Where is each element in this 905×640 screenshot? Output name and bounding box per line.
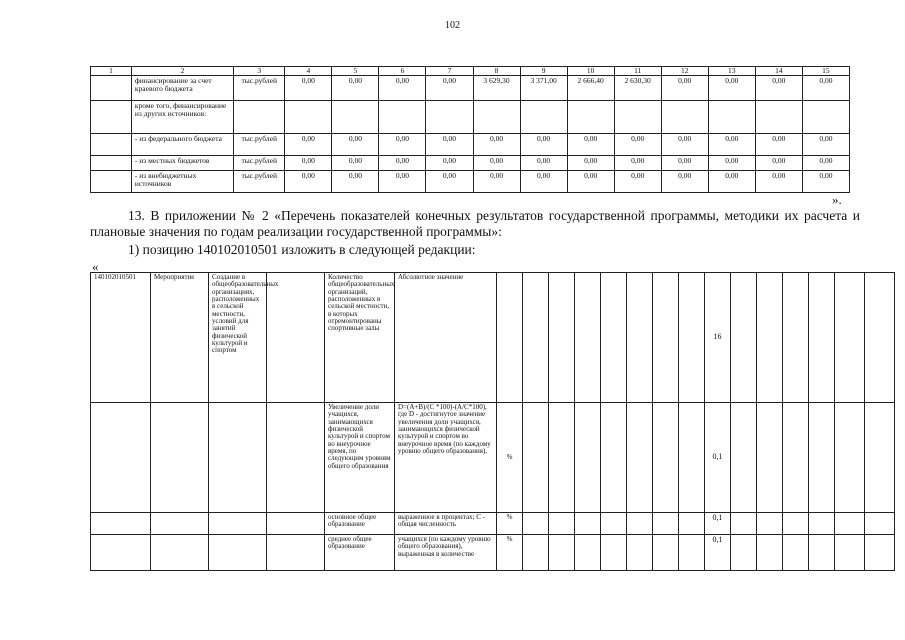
financing-table (90, 66, 850, 193)
empty-cell (91, 155, 132, 170)
table-row (91, 100, 850, 133)
value-cell: 0,00 (755, 75, 802, 100)
empty-cell (627, 535, 653, 571)
paragraph-item-1: 1) позицию 140102010501 изложить в следующей редакции: (128, 242, 476, 257)
value-cell: 0,00 (285, 155, 332, 170)
row-name: финансирование за счет краевого бюджета (131, 75, 233, 100)
empty-cell (549, 273, 575, 403)
value-cell: 0,00 (755, 133, 802, 155)
empty-cell (575, 513, 601, 535)
value-cell: 0,00 (332, 133, 379, 155)
empty-cell (91, 75, 132, 100)
table-row (91, 403, 895, 513)
empty-cell (783, 403, 809, 513)
header-cell: 12 (661, 67, 708, 76)
value-cell: 0,00 (285, 170, 332, 192)
header-cell: 7 (426, 67, 473, 76)
value-cell (473, 100, 520, 133)
row-name: - из федерального бюджета (131, 133, 233, 155)
value-cell (332, 100, 379, 133)
value-cell: 0,00 (426, 155, 473, 170)
value-cell: 0,00 (614, 133, 661, 155)
empty-cell (601, 535, 627, 571)
table-row (91, 535, 895, 571)
unit-cell: % (497, 403, 523, 513)
value-cell: 0,00 (567, 133, 614, 155)
unit-cell: % (497, 535, 523, 571)
value-cell: 0,00 (755, 170, 802, 192)
value-cell: 0,00 (802, 170, 849, 192)
value-cell: 0,00 (379, 75, 426, 100)
indicator-cell: Количество общеобразовательных организаций, расположенных в сельской местности, в которых отремонтированы спортивные залы (325, 273, 395, 403)
empty-cell (809, 535, 835, 571)
value-cell: 0,00 (802, 133, 849, 155)
empty-cell (523, 513, 549, 535)
value-cell: 0,00 (379, 170, 426, 192)
value-cell (755, 100, 802, 133)
empty-cell (91, 100, 132, 133)
empty-cell (601, 273, 627, 403)
value-cell: 0,00 (802, 155, 849, 170)
code-cell: 140102010501 (91, 273, 151, 403)
empty-cell (757, 273, 783, 403)
empty-cell (731, 403, 757, 513)
value-cell: 0,00 (708, 170, 755, 192)
empty-cell (151, 535, 209, 571)
value-cell: 0,00 (755, 155, 802, 170)
value-cell (802, 100, 849, 133)
empty-cell (627, 273, 653, 403)
table-row (91, 75, 850, 100)
header-cell: 1 (91, 67, 132, 76)
row-name: - из внебюджетных источников (131, 170, 233, 192)
value-cell (285, 100, 332, 133)
value-cell (661, 100, 708, 133)
empty-cell (267, 403, 325, 513)
table-row (91, 170, 850, 192)
header-cell: 11 (614, 67, 661, 76)
empty-cell (835, 535, 865, 571)
value-cell: 3 629,30 (473, 75, 520, 100)
value-cell: 0,00 (332, 155, 379, 170)
value-cell: 0,00 (473, 133, 520, 155)
value-cell: 0,00 (567, 170, 614, 192)
value-cell (426, 100, 473, 133)
empty-cell (267, 513, 325, 535)
value-cell: 0,00 (661, 133, 708, 155)
value-cell: 0,00 (520, 170, 567, 192)
empty-cell (575, 535, 601, 571)
header-cell: 4 (285, 67, 332, 76)
value-cell: 0,00 (379, 133, 426, 155)
empty-cell (523, 403, 549, 513)
value-cell: 0,00 (708, 133, 755, 155)
value-cell: 0,1 (705, 403, 731, 513)
empty-cell (731, 513, 757, 535)
indicator-cell: основное общее образование (325, 513, 395, 535)
empty-cell (783, 535, 809, 571)
value-cell: 0,00 (802, 75, 849, 100)
empty-cell (731, 535, 757, 571)
page-number: 102 (445, 20, 460, 31)
unit-cell: тыс.рублей (234, 155, 285, 170)
empty-cell (809, 403, 835, 513)
empty-cell (757, 403, 783, 513)
empty-cell (151, 513, 209, 535)
row-name: кроме того, финансирование из других источников: (131, 100, 233, 133)
unit-cell (497, 273, 523, 403)
header-cell: 13 (708, 67, 755, 76)
empty-cell (627, 513, 653, 535)
value-cell: 0,00 (285, 75, 332, 100)
value-cell: 0,00 (332, 170, 379, 192)
header-cell: 9 (520, 67, 567, 76)
empty-cell (523, 273, 549, 403)
unit-cell: % (497, 513, 523, 535)
empty-cell (757, 535, 783, 571)
table-row (91, 513, 895, 535)
empty-cell (627, 403, 653, 513)
description-cell: Создание в общеобразовательных организациях, расположенных в сельской местности, условий для занятий физической культурой и спортом (209, 273, 267, 403)
value-cell: 0,00 (473, 170, 520, 192)
value-cell: 0,00 (567, 155, 614, 170)
header-cell: 6 (379, 67, 426, 76)
opening-quote: « (92, 259, 99, 274)
empty-cell (757, 513, 783, 535)
empty-cell (91, 133, 132, 155)
empty-cell (91, 535, 151, 571)
method-cell: D=(A+B)/(C *100)-(A/C*100), где D - достигнутое значение увеличения доли учащихся, занимающихся физической культурой и спортом во внеурочное время (по каждому уровню общего образования), (395, 403, 497, 513)
empty-cell (731, 273, 757, 403)
value-cell: 0,00 (332, 75, 379, 100)
table-row (91, 155, 850, 170)
value-cell: 16 (705, 273, 731, 403)
value-cell (614, 100, 661, 133)
unit-cell (234, 100, 285, 133)
value-cell: 0,00 (473, 155, 520, 170)
method-cell: учащихся (по каждому уровню общего образования), выраженная в количестве (395, 535, 497, 571)
header-cell: 14 (755, 67, 802, 76)
value-cell: 0,00 (661, 75, 708, 100)
empty-cell (783, 273, 809, 403)
header-cell: 8 (473, 67, 520, 76)
unit-cell: тыс.рублей (234, 75, 285, 100)
table-row (91, 133, 850, 155)
indicator-cell: Увеличение доли учащихся, занимающихся физической культурой и спортом во внеурочное время, по следующим уровням общего образования (325, 403, 395, 513)
empty-cell (91, 403, 151, 513)
header-cell: 10 (567, 67, 614, 76)
empty-cell (267, 273, 325, 403)
type-cell: Мероприятие (151, 273, 209, 403)
closing-quote: ». (832, 192, 842, 207)
empty-cell (835, 403, 865, 513)
header-cell: 5 (332, 67, 379, 76)
value-cell: 0,00 (614, 170, 661, 192)
empty-cell (653, 535, 679, 571)
empty-cell (865, 513, 895, 535)
empty-cell (267, 535, 325, 571)
empty-cell (865, 403, 895, 513)
empty-cell (549, 513, 575, 535)
value-cell (708, 100, 755, 133)
value-cell: 0,00 (285, 133, 332, 155)
value-cell: 0,00 (708, 155, 755, 170)
empty-cell (809, 513, 835, 535)
empty-cell (679, 535, 705, 571)
empty-cell (679, 513, 705, 535)
table-row (91, 273, 895, 403)
empty-cell (653, 403, 679, 513)
header-cell: 2 (131, 67, 233, 76)
value-cell: 2 666,40 (567, 75, 614, 100)
empty-cell (91, 170, 132, 192)
empty-cell (835, 513, 865, 535)
empty-cell (549, 535, 575, 571)
method-cell: Абсолютное значение (395, 273, 497, 403)
empty-cell (783, 513, 809, 535)
header-cell: 3 (234, 67, 285, 76)
empty-cell (835, 273, 865, 403)
table-header-row (91, 67, 850, 76)
empty-cell (601, 403, 627, 513)
value-cell: 0,00 (520, 155, 567, 170)
empty-cell (91, 513, 151, 535)
value-cell: 0,00 (661, 155, 708, 170)
row-name: - из местных бюджетов (131, 155, 233, 170)
empty-cell (209, 403, 267, 513)
method-cell: выраженное в процентах; C - общая численность (395, 513, 497, 535)
empty-cell (209, 513, 267, 535)
value-cell: 0,00 (708, 75, 755, 100)
empty-cell (549, 403, 575, 513)
empty-cell (523, 535, 549, 571)
indicator-cell: среднее общее образование (325, 535, 395, 571)
value-cell (567, 100, 614, 133)
header-cell: 15 (802, 67, 849, 76)
value-cell: 0,1 (705, 513, 731, 535)
empty-cell (601, 513, 627, 535)
empty-cell (575, 273, 601, 403)
empty-cell (679, 403, 705, 513)
value-cell: 0,00 (614, 155, 661, 170)
empty-cell (151, 403, 209, 513)
unit-cell: тыс.рублей (234, 133, 285, 155)
value-cell (520, 100, 567, 133)
empty-cell (653, 513, 679, 535)
empty-cell (653, 273, 679, 403)
value-cell: 0,00 (661, 170, 708, 192)
empty-cell (865, 273, 895, 403)
value-cell: 0,00 (520, 133, 567, 155)
empty-cell (209, 535, 267, 571)
value-cell: 0,1 (705, 535, 731, 571)
value-cell: 0,00 (426, 75, 473, 100)
value-cell (379, 100, 426, 133)
value-cell: 0,00 (379, 155, 426, 170)
indicators-table (90, 272, 895, 571)
value-cell: 0,00 (426, 133, 473, 155)
empty-cell (575, 403, 601, 513)
empty-cell (679, 273, 705, 403)
empty-cell (865, 535, 895, 571)
empty-cell (809, 273, 835, 403)
value-cell: 2 630,30 (614, 75, 661, 100)
unit-cell: тыс.рублей (234, 170, 285, 192)
value-cell: 0,00 (426, 170, 473, 192)
paragraph-13: 13. В приложении № 2 «Перечень показателей конечных результатов государственной программы, методики их расчета и плановые значения по годам реализации государственной программы»: (90, 208, 860, 239)
value-cell: 3 371,00 (520, 75, 567, 100)
